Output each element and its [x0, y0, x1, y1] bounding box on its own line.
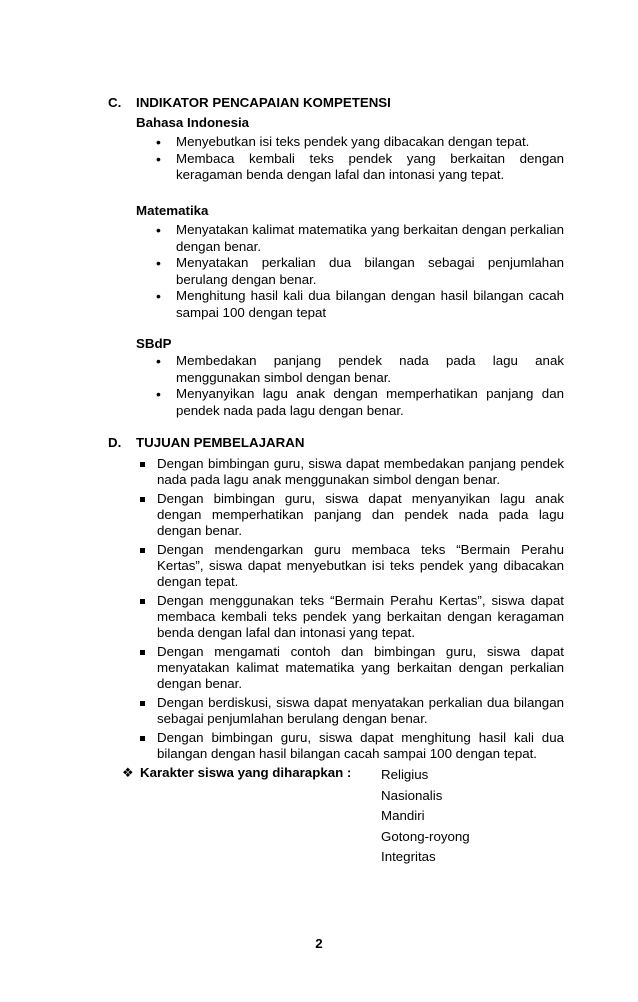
karakter-label-row [122, 765, 351, 781]
section-c-heading [108, 95, 391, 110]
bahasa-indicator-list [176, 134, 564, 184]
list-item: Dengan bimbingan guru, siswa dapat menghitung hasil kali dua bilangan dengan hasil bilangan cacah sampai 100 dengan tepat. [157, 730, 564, 761]
sbdp-indicator-list [176, 353, 564, 419]
list-item: • Menghitung hasil kali dua bilangan dengan hasil bilangan cacah sampai 100 dengan tepat [176, 288, 564, 321]
karakter-values-list [381, 765, 470, 868]
list-item: Dengan menggunakan teks “Bermain Perahu Kertas”, siswa dapat membaca kembali teks pendek yang berkaitan dengan keragaman benda dengan lafal dan intonasi yang tepat. [157, 593, 564, 640]
section-c-letter: C. [108, 95, 122, 110]
list-item: Dengan bimbingan guru, siswa dapat menyanyikan lagu anak dengan memperhatikan panjang dan pendek nada pada lagu dengan benar. [157, 491, 564, 538]
section-c-title: INDIKATOR PENCAPAIAN KOMPETENSI [136, 95, 391, 110]
list-item: • Membedakan panjang pendek nada pada lagu anak menggunakan simbol dengan benar. [176, 353, 564, 386]
section-d-heading [108, 435, 304, 450]
subject-heading-matematika: Matematika [136, 203, 209, 218]
page-number: 2 [315, 936, 323, 951]
list-item: • Menyatakan kalimat matematika yang berkaitan dengan perkalian dengan benar. [176, 222, 564, 255]
section-d-title: TUJUAN PEMBELAJARAN [136, 435, 305, 450]
list-item: • Membaca kembali teks pendek yang berkaitan dengan keragaman benda dengan lafal dan intonasi yang tepat. [176, 151, 564, 184]
list-item: • Menyanyikan lagu anak dengan memperhatikan panjang dan pendek nada pada lagu dengan benar. [176, 386, 564, 419]
karakter-label: Karakter siswa yang diharapkan : [140, 765, 352, 780]
diamond-bullet-icon: ❖ [122, 765, 134, 780]
list-item: Religius [381, 767, 429, 782]
list-item: • Menyebutkan isi teks pendek yang dibacakan dengan tepat. [176, 134, 564, 151]
list-item: Dengan berdiskusi, siswa dapat menyatakan perkalian dua bilangan sebagai penjumlahan berulang dengan benar. [157, 695, 564, 726]
list-item: Dengan bimbingan guru, siswa dapat membedakan panjang pendek nada pada lagu anak menggunakan simbol dengan benar. [157, 456, 564, 487]
matematika-indicator-list [176, 222, 564, 321]
learning-objectives-list [157, 456, 564, 765]
list-item: Nasionalis [381, 787, 443, 803]
list-item: Mandiri [381, 808, 425, 823]
subject-heading-sbdp: SBdP [136, 336, 172, 351]
list-item: • Menyatakan perkalian dua bilangan sebagai penjumlahan berulang dengan benar. [176, 255, 564, 288]
list-item: Dengan mendengarkan guru membaca teks “Bermain Perahu Kertas”, siswa dapat menyebutkan isi teks pendek yang dibacakan dengan tepat. [157, 542, 564, 589]
subject-heading-bahasa: Bahasa Indonesia [136, 115, 250, 130]
list-item: Gotong-royong [381, 828, 470, 844]
list-item: Dengan mengamati contoh dan bimbingan guru, siswa dapat menyatakan kalimat matematika yang berkaitan dengan perkalian dengan benar. [157, 644, 564, 691]
list-item: Integritas [381, 849, 436, 864]
section-d-letter: D. [108, 435, 122, 450]
